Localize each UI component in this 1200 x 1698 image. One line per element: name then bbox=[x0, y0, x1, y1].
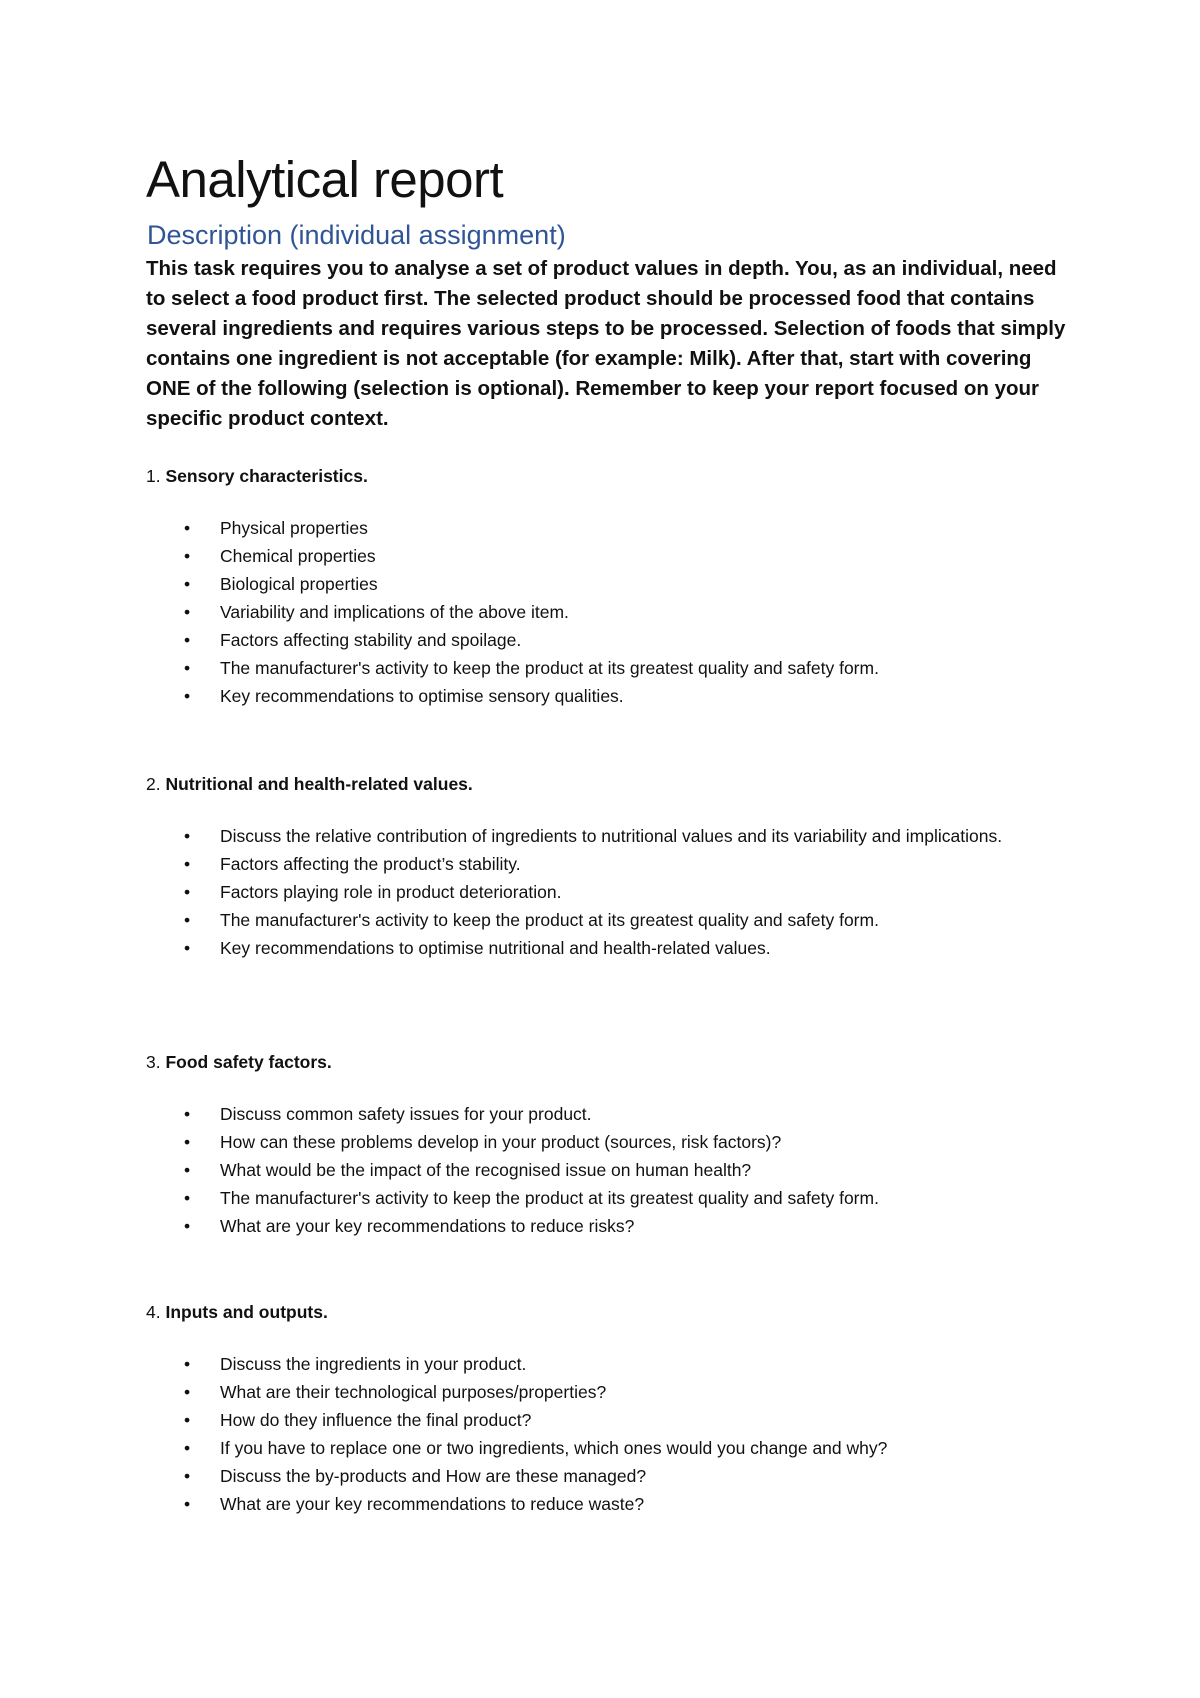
list-item: • Discuss common safety issues for your product. bbox=[146, 1100, 1066, 1128]
list-item: • How can these problems develop in your product (sources, risk factors)? bbox=[146, 1128, 1066, 1156]
section-heading bbox=[146, 462, 1066, 490]
section-inputs-outputs bbox=[146, 1298, 1066, 1518]
section-number: 2. bbox=[146, 774, 161, 794]
list-item: • How do they influence the final product? bbox=[146, 1406, 1066, 1434]
page-title: Analytical report bbox=[146, 151, 504, 208]
page-subtitle: Description (individual assignment) bbox=[147, 220, 566, 250]
intro-emphasis: ONE bbox=[146, 377, 191, 400]
section-title: Food safety factors. bbox=[165, 1052, 332, 1072]
section-title: Nutritional and health-related values. bbox=[165, 774, 473, 794]
list-item: • The manufacturer's activity to keep the product at its greatest quality and safety form. bbox=[146, 906, 1066, 934]
list-item: • If you have to replace one or two ingredients, which ones would you change and why? bbox=[146, 1434, 1066, 1462]
list-item: • The manufacturer's activity to keep the product at its greatest quality and safety form. bbox=[146, 654, 1066, 682]
bullet-list bbox=[146, 1350, 1066, 1518]
list-item: • Discuss the ingredients in your product. bbox=[146, 1350, 1066, 1378]
list-item: • Key recommendations to optimise sensory qualities. bbox=[146, 682, 1066, 710]
section-number: 4. bbox=[146, 1302, 161, 1322]
bullet-list bbox=[146, 1100, 1066, 1240]
list-item: • Physical properties bbox=[146, 514, 1066, 542]
bullet-list bbox=[146, 514, 1066, 710]
section-number: 3. bbox=[146, 1052, 161, 1072]
list-item: • Factors affecting the product’s stability. bbox=[146, 850, 1066, 878]
list-item: • What are your key recommendations to reduce risks? bbox=[146, 1212, 1066, 1240]
list-item: • Discuss the by-products and How are these managed? bbox=[146, 1462, 1066, 1490]
section-number: 1. bbox=[146, 466, 161, 486]
list-item: • Biological properties bbox=[146, 570, 1066, 598]
list-item: • What would be the impact of the recognised issue on human health? bbox=[146, 1156, 1066, 1184]
intro-text-part1: This task requires you to analyse a set of product values in depth. You, as an individual, need to select a food product first. The selected product should be processed food that contains several ingredients and requires various steps to be processed. Selection of foods that simply contains one ingredient is not acceptable (for example: Milk). After that, start with covering bbox=[146, 257, 1066, 370]
list-item: • Key recommendations to optimise nutritional and health-related values. bbox=[146, 934, 1066, 962]
list-item: • Factors playing role in product deterioration. bbox=[146, 878, 1066, 906]
section-title: Inputs and outputs. bbox=[165, 1302, 328, 1322]
list-item: • Variability and implications of the above item. bbox=[146, 598, 1066, 626]
list-item: • The manufacturer's activity to keep the product at its greatest quality and safety form. bbox=[146, 1184, 1066, 1212]
list-item: • Discuss the relative contribution of ingredients to nutritional values and its variability and implications. bbox=[146, 822, 1066, 850]
section-heading bbox=[146, 1048, 1066, 1076]
section-food-safety bbox=[146, 1048, 1066, 1240]
section-sensory bbox=[146, 462, 1066, 710]
bullet-list bbox=[146, 822, 1066, 962]
list-item: • What are your key recommendations to reduce waste? bbox=[146, 1490, 1066, 1518]
section-nutritional bbox=[146, 770, 1066, 962]
list-item: • Chemical properties bbox=[146, 542, 1066, 570]
section-title: Sensory characteristics. bbox=[165, 466, 368, 486]
intro-text-part2: of the following (selection is optional). Remember to keep your report focused on your specific product context. bbox=[146, 377, 1039, 430]
intro-paragraph bbox=[146, 254, 1066, 434]
list-item: • What are their technological purposes/properties? bbox=[146, 1378, 1066, 1406]
list-item: • Factors affecting stability and spoilage. bbox=[146, 626, 1066, 654]
section-heading bbox=[146, 1298, 1066, 1326]
section-heading bbox=[146, 770, 1066, 798]
